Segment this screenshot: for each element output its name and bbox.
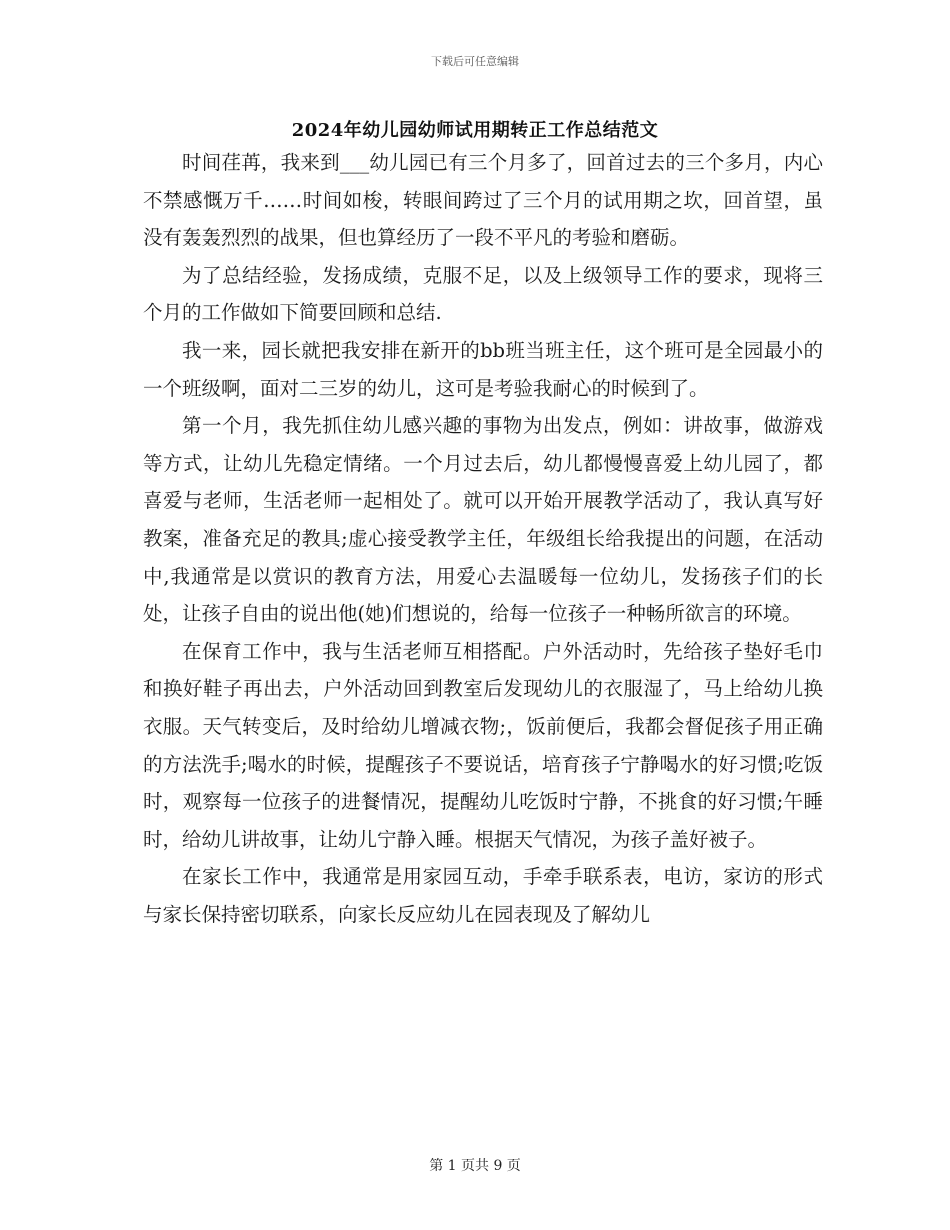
paragraph: 为了总结经验，发扬成绩，克服不足，以及上级领导工作的要求，现将三个月的工作做如下简要回顾和总结. [143, 263, 823, 325]
paragraph: 时间荏苒，我来到___幼儿园已有三个月多了，回首过去的三个多月，内心不禁感慨万千……时间如梭，转眼间跨过了三个月的试用期之坎，回首望，虽没有轰轰烈烈的战果，但也算经历了一段不平凡的考验和磨砺。 [143, 151, 823, 250]
paragraph: 第一个月，我先抓住幼儿感兴趣的事物为出发点，例如：讲故事，做游戏等方式，让幼儿先稳定情绪。一个月过去后，幼儿都慢慢喜爱上幼儿园了，都喜爱与老师，生活老师一起相处了。就可以开始开展教学活动了，我认真写好教案，准备充足的教具;虚心接受教学主任，年级组长给我提出的问题，在活动中,我通常是以赏识的教育方法，用爱心去温暖每一位幼儿，发扬孩子们的长处，让孩子自由的说出他(她)们想说的，给每一位孩子一种畅所欲言的环境。 [143, 414, 823, 626]
paragraph: 在家长工作中，我通常是用家园互动，手牵手联系表，电访，家访的形式与家长保持密切联系，向家长反应幼儿在园表现及了解幼儿 [143, 865, 823, 926]
page-header-note: 下载后可任意编辑 [431, 55, 519, 68]
document-body [143, 144, 823, 933]
document-title: 2024年幼儿园幼师试用期转正工作总结范文 [291, 120, 659, 141]
page-number: 第 1 页共 9 页 [429, 1158, 521, 1174]
paragraph: 在保育工作中，我与生活老师互相搭配。户外活动时，先给孩子垫好毛巾和换好鞋子再出去，户外活动回到教室后发现幼儿的衣服湿了，马上给幼儿换衣服。天气转变后，及时给幼儿增减衣物;，饭前便后，我都会督促孩子用正确的方法洗手;喝水的时候，提醒孩子不要说话，培育孩子宁静喝水的好习惯;吃饭时，观察每一位孩子的进餐情况，提醒幼儿吃饭时宁静，不挑食的好习惯;午睡时，给幼儿讲故事，让幼儿宁静入睡。根据天气情况，为孩子盖好被子。 [143, 639, 823, 851]
paragraph: 我一来，园长就把我安排在新开的bb班当班主任，这个班可是全园最小的一个班级啊，面对二三岁的幼儿，这可是考验我耐心的时候到了。 [143, 338, 823, 400]
